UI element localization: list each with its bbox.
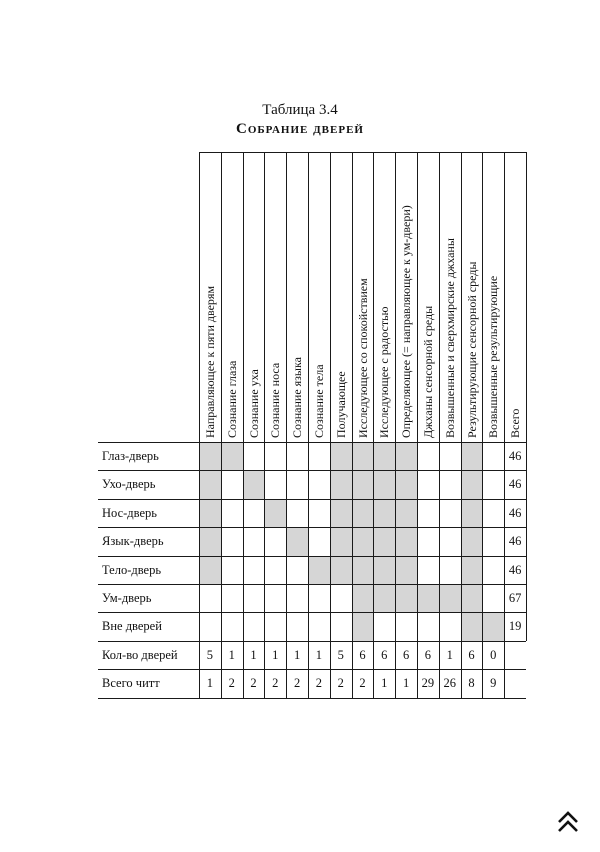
shaded-cell <box>330 527 352 555</box>
shaded-cell <box>308 556 330 584</box>
shaded-cell <box>417 584 439 612</box>
summary-label: Всего читт <box>102 676 160 691</box>
row-label: Вне дверей <box>102 619 162 634</box>
double-chevron-up-icon[interactable] <box>555 808 581 834</box>
row-total: 46 <box>508 477 522 492</box>
shaded-cell <box>482 612 504 640</box>
shaded-cell <box>461 470 483 498</box>
summary-value: 29 <box>421 676 435 691</box>
summary-value: 1 <box>206 676 214 691</box>
column-header: Сознание уха <box>246 369 261 438</box>
summary-value: 2 <box>315 676 323 691</box>
shaded-cell <box>221 442 243 470</box>
shaded-cell <box>395 470 417 498</box>
shaded-cell <box>199 556 221 584</box>
shaded-cell <box>461 499 483 527</box>
shaded-cell <box>373 442 395 470</box>
summary-value: 6 <box>424 647 432 662</box>
grid-line <box>98 499 526 500</box>
shaded-cell <box>352 612 374 640</box>
shaded-cell <box>461 527 483 555</box>
shaded-cell <box>330 556 352 584</box>
shaded-cell <box>352 442 374 470</box>
shaded-cell <box>243 470 265 498</box>
column-header: Джханы сенсорной среды <box>421 305 435 438</box>
summary-value: 2 <box>293 676 301 691</box>
summary-value: 6 <box>468 647 475 662</box>
shaded-cell <box>264 499 286 527</box>
shaded-cell <box>373 527 395 555</box>
shaded-cell <box>352 584 374 612</box>
shaded-cell <box>199 527 221 555</box>
row-label: Ухо-дверь <box>102 477 156 492</box>
summary-value: 1 <box>381 676 388 691</box>
column-header: Сознание тела <box>312 364 326 438</box>
shaded-cell <box>395 499 417 527</box>
column-header: Возвышенные результирующие <box>486 275 501 438</box>
grid-line <box>98 470 526 471</box>
summary-value: 1 <box>446 647 453 662</box>
shaded-cell <box>395 442 417 470</box>
row-label: Ум-дверь <box>102 591 152 605</box>
grid-line <box>98 442 526 443</box>
shaded-cell <box>199 499 221 527</box>
shaded-cell <box>199 442 221 470</box>
column-header: Всего <box>508 408 523 438</box>
shaded-cell <box>439 584 461 612</box>
summary-value: 1 <box>228 647 235 662</box>
summary-value: 8 <box>468 676 475 691</box>
row-total: 67 <box>508 591 522 605</box>
shaded-cell <box>330 499 352 527</box>
row-total: 46 <box>508 534 522 549</box>
summary-value: 0 <box>490 647 497 662</box>
shaded-cell <box>461 612 483 640</box>
shaded-cell <box>352 470 374 498</box>
column-header: Сознание носа <box>268 362 283 438</box>
summary-value: 6 <box>381 647 388 662</box>
summary-value: 6 <box>359 647 366 662</box>
column-header: Направляющее к пяти дверям <box>203 285 217 438</box>
column-header: Сознание языка <box>290 357 305 438</box>
summary-value: 26 <box>443 676 456 691</box>
column-header: Определяющее (= направляющее к ум-двери) <box>399 205 414 438</box>
column-header: Исследующее с радостью <box>377 306 392 438</box>
shaded-cell <box>352 527 374 555</box>
shaded-cell <box>199 470 221 498</box>
column-header: Исследующее со спокойствием <box>355 278 370 438</box>
summary-value: 1 <box>293 647 301 662</box>
shaded-cell <box>395 584 417 612</box>
summary-value: 6 <box>402 647 410 662</box>
shaded-cell <box>373 499 395 527</box>
grid-line <box>98 556 526 557</box>
column-header: Получающее <box>333 371 348 438</box>
shaded-cell <box>352 556 374 584</box>
column-header: Возвышенные и сверхмирские джханы <box>442 238 457 438</box>
row-label: Тело-дверь <box>102 562 162 577</box>
shaded-cell <box>461 442 483 470</box>
summary-value: 1 <box>250 647 257 662</box>
grid-line <box>199 152 526 153</box>
shaded-cell <box>286 527 308 555</box>
table-number: Таблица 3.4 <box>262 102 338 118</box>
summary-value: 5 <box>337 647 344 662</box>
summary-value: 2 <box>250 676 257 691</box>
summary-label: Кол-во дверей <box>102 647 178 662</box>
shaded-cell <box>461 584 483 612</box>
column-header: Результирующие сенсорной среды <box>464 261 479 438</box>
grid-line <box>98 698 526 699</box>
row-label: Нос-дверь <box>102 505 157 520</box>
row-total: 46 <box>508 562 522 577</box>
summary-value: 2 <box>359 676 366 691</box>
summary-value: 5 <box>206 647 214 662</box>
grid-line <box>526 152 527 641</box>
shaded-cell <box>373 556 395 584</box>
shaded-cell <box>330 442 352 470</box>
shaded-cell <box>373 470 395 498</box>
shaded-cell <box>352 499 374 527</box>
row-total: 46 <box>508 449 522 463</box>
grid-line <box>98 612 526 613</box>
shaded-cell <box>461 556 483 584</box>
summary-value: 2 <box>228 676 235 691</box>
row-label: Язык-дверь <box>102 534 164 549</box>
column-header: Сознание глаза <box>224 360 239 438</box>
row-total: 46 <box>508 505 522 520</box>
summary-value: 9 <box>490 676 497 691</box>
summary-value: 2 <box>337 676 344 691</box>
table-title: Собрание дверей <box>236 121 364 137</box>
summary-value: 2 <box>272 676 279 691</box>
shaded-cell <box>395 556 417 584</box>
shaded-cell <box>373 584 395 612</box>
grid-line <box>98 584 526 585</box>
shaded-cell <box>330 470 352 498</box>
summary-value: 1 <box>272 647 279 662</box>
row-total: 19 <box>508 619 522 634</box>
row-label: Глаз-дверь <box>102 449 159 463</box>
shaded-cell <box>395 527 417 555</box>
summary-value: 1 <box>315 647 323 662</box>
summary-value: 1 <box>402 676 410 691</box>
